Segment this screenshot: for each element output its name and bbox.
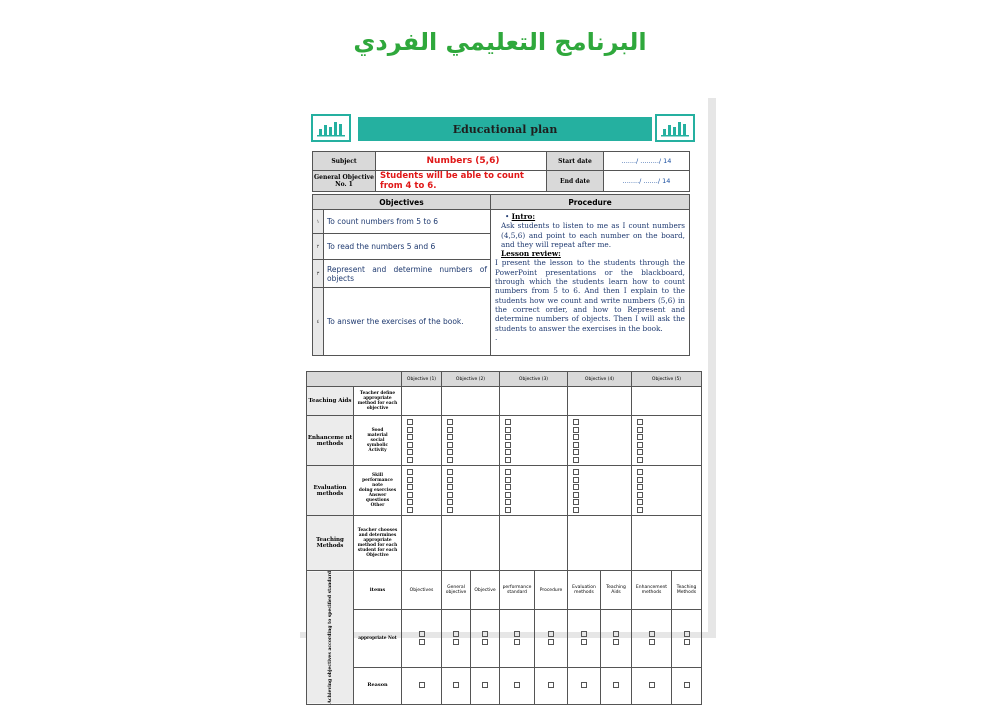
chart-logo-right-icon: [655, 114, 695, 142]
checkbox-cell[interactable]: [632, 466, 702, 516]
checkbox-cell[interactable]: [672, 668, 702, 704]
objective-text: Represent and determine numbers of objects: [324, 260, 491, 288]
achieving-label: Achieving objectives according to specified standard: [307, 571, 354, 705]
checkbox-cell[interactable]: [500, 668, 535, 704]
col-header: Objective (3): [500, 372, 568, 387]
end-date-value: ......../ ......./ 14: [604, 171, 690, 192]
grid-cell[interactable]: [402, 516, 442, 571]
col-header: Objective (4): [568, 372, 632, 387]
grid-cell[interactable]: [442, 387, 500, 416]
objective-number: ٣: [313, 260, 324, 288]
checkbox-cell[interactable]: [568, 610, 601, 668]
objective-text: To count numbers from 5 to 6: [324, 210, 491, 234]
objectives-procedure-table: [312, 194, 690, 356]
assessment-grid: [306, 371, 702, 705]
reason-label: Reason: [354, 668, 402, 704]
grid-cell[interactable]: [568, 387, 632, 416]
achieving-col-header: General objective: [442, 571, 471, 610]
intro-heading: • Intro:: [505, 212, 536, 221]
grid-corner: [307, 372, 402, 387]
plan-title: Educational plan: [358, 117, 652, 141]
checkbox-cell[interactable]: [632, 668, 672, 704]
teaching-aids-label: Teaching Aids: [307, 387, 354, 416]
chart-logo-left-icon: [311, 114, 351, 142]
objective-number: ٤: [313, 288, 324, 356]
teaching-methods-sub: Teacher chooses and determines appropriate method for each student for each Objective: [354, 516, 402, 571]
achieving-col-header: Objectives: [402, 571, 442, 610]
checkbox-cell[interactable]: [471, 610, 500, 668]
start-date-value: ......./ ........./ 14: [604, 152, 690, 171]
grid-cell[interactable]: [500, 516, 568, 571]
achieving-col-header: Evaluation methods: [568, 571, 601, 610]
objective-value: Students will be able to count from 4 to 6.: [376, 171, 547, 192]
checkbox-cell[interactable]: [442, 416, 500, 466]
checkbox-cell[interactable]: [601, 610, 632, 668]
teaching-aids-sub: Teacher define appropriate method for each objective: [354, 387, 402, 416]
objectives-header: Objectives: [313, 195, 491, 210]
checkbox-cell[interactable]: [500, 466, 568, 516]
checkbox-cell[interactable]: [402, 416, 442, 466]
enhancement-label: Enhanceme nt methods: [307, 416, 354, 466]
checkbox-cell[interactable]: [500, 610, 535, 668]
items-label: items: [354, 571, 402, 610]
end-date-label: End date: [547, 171, 604, 192]
checkbox-cell[interactable]: [601, 668, 632, 704]
achieving-col-header: Objective: [471, 571, 500, 610]
procedure-cell: [491, 210, 690, 356]
objective-label: General Objective No. 1: [313, 171, 376, 192]
checkbox-cell[interactable]: [632, 610, 672, 668]
grid-cell[interactable]: [442, 516, 500, 571]
checkbox-cell[interactable]: [535, 610, 568, 668]
checkbox-cell[interactable]: [402, 466, 442, 516]
review-text: I present the lesson to the students through the PowerPoint presentations or the blackboard, through which the students learn how to count numbers from 5 to 6. And then I explain to the students how we count and write numbers (5,6) in the correct order, and how to Represent and determine numbers of objects. Then I will ask the students to answer the exercises in the book.: [495, 258, 685, 333]
checkbox-cell[interactable]: [568, 416, 632, 466]
evaluation-label: Evaluation methods: [307, 466, 354, 516]
objective-number: ٢: [313, 234, 324, 260]
achieving-col-header: Teaching Aids: [601, 571, 632, 610]
checkbox-cell[interactable]: [442, 610, 471, 668]
checkbox-cell[interactable]: [442, 668, 471, 704]
teaching-methods-label: Teaching Methods: [307, 516, 354, 571]
procedure-trailing: .: [495, 332, 498, 342]
review-heading: Lesson review:: [501, 249, 561, 259]
subject-value: Numbers (5,6): [376, 152, 547, 171]
grid-cell[interactable]: [632, 516, 702, 571]
plan-info-table: [312, 151, 690, 192]
grid-cell[interactable]: [402, 387, 442, 416]
appropriate-label: appropriate Not: [354, 610, 402, 668]
col-header: Objective (5): [632, 372, 702, 387]
achieving-col-header: performance standard: [500, 571, 535, 610]
achieving-col-header: Teaching Methods: [672, 571, 702, 610]
intro-text: Ask students to listen to me as I count numbers (4,5,6) and point to each number on the board, and they will repeat after me.: [501, 221, 685, 249]
checkbox-cell[interactable]: [672, 610, 702, 668]
checkbox-cell[interactable]: [568, 466, 632, 516]
objective-number: ١: [313, 210, 324, 234]
col-header: Objective (2): [442, 372, 500, 387]
col-header: Objective (1): [402, 372, 442, 387]
evaluation-sub: Skill performance note doing exercises Answer questions Other: [354, 466, 402, 516]
grid-cell[interactable]: [568, 516, 632, 571]
enhancement-sub: Sood material social symbolic Activity: [354, 416, 402, 466]
checkbox-cell[interactable]: [632, 416, 702, 466]
checkbox-cell[interactable]: [568, 668, 601, 704]
grid-cell[interactable]: [500, 387, 568, 416]
checkbox-cell[interactable]: [535, 668, 568, 704]
checkbox-cell[interactable]: [471, 668, 500, 704]
checkbox-cell[interactable]: [442, 466, 500, 516]
achieving-col-header: Procedure: [535, 571, 568, 610]
checkbox-cell[interactable]: [402, 668, 442, 704]
procedure-header: Procedure: [491, 195, 690, 210]
checkbox-cell[interactable]: [402, 610, 442, 668]
objective-text: To answer the exercises of the book.: [324, 288, 491, 356]
checkbox-cell[interactable]: [500, 416, 568, 466]
subject-label: Subject: [313, 152, 376, 171]
start-date-label: Start date: [547, 152, 604, 171]
page-title: البرنامج التعليمي الفردي: [353, 28, 647, 56]
achieving-col-header: Enhancement methods: [632, 571, 672, 610]
grid-cell[interactable]: [632, 387, 702, 416]
objective-text: To read the numbers 5 and 6: [324, 234, 491, 260]
